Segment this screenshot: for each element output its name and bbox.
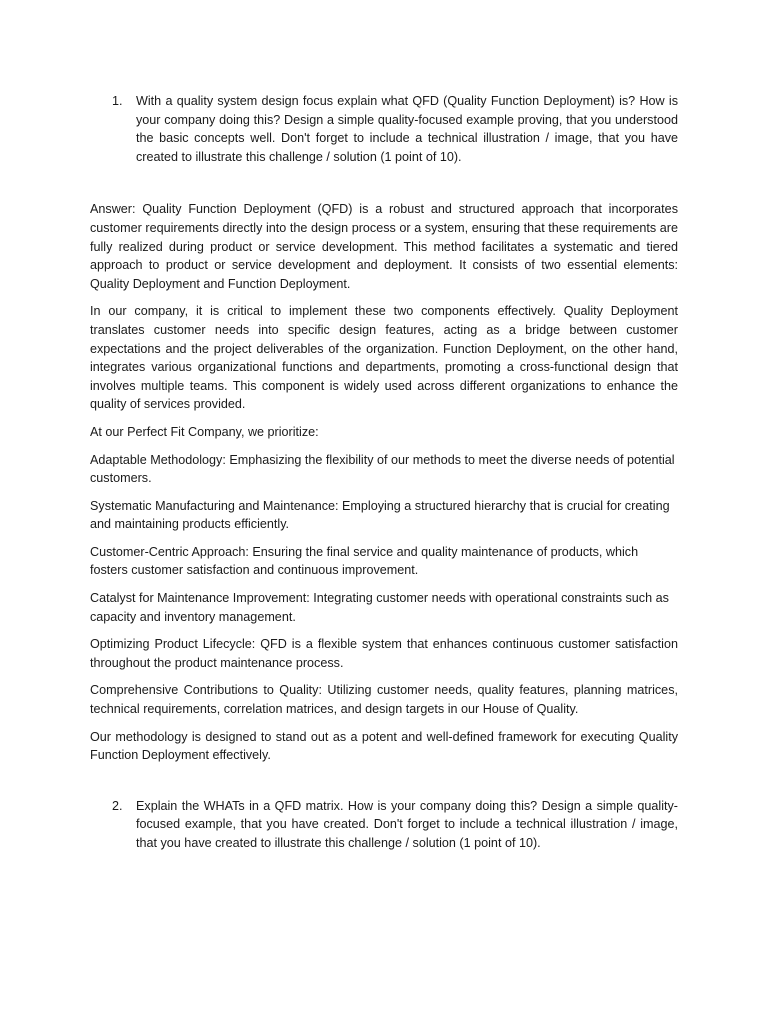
document-body: [90, 92, 678, 853]
question-1-text: With a quality system design focus explain what QFD (Quality Function Deployment) is? How is your company doing this? Design a simple quality-focused example proving, that you understood the basic concepts well. Don't forget to include a technical illustration / image, that you have created to illustrate this challenge / solution (1 point of 10).: [136, 94, 678, 164]
question-2-number: 2.: [112, 798, 123, 813]
question-1: [90, 92, 678, 166]
answer-paragraph-prioritize: At our Perfect Fit Company, we prioritize:: [90, 424, 319, 439]
priority-systematic-manufacturing: Systematic Manufacturing and Maintenance: Employing a structured hierarchy that is crucial for creating and maintaining products efficiently.: [90, 498, 670, 532]
question-2: [90, 797, 678, 853]
priority-product-lifecycle: Optimizing Product Lifecycle: QFD is a flexible system that enhances continuous customer satisfaction throughout the product maintenance process.: [90, 637, 678, 670]
priority-customer-centric: Customer-Centric Approach: Ensuring the final service and quality maintenance of products, which fosters customer satisfaction and continuous improvement.: [90, 544, 639, 578]
question-2-text: Explain the WHATs in a QFD matrix. How is your company doing this? Design a simple quality-focused example, that you have created. Don't forget to include a technical illustration / image, that you have created to illustrate this challenge / solution (1 point of 10).: [136, 798, 678, 850]
answer-section: [90, 200, 678, 764]
answer-paragraph-conclusion: Our methodology is designed to stand out as a potent and well-defined framework for executing Quality Function Deployment effectively.: [90, 729, 678, 763]
answer-paragraph-company: In our company, it is critical to implement these two components effectively. Quality Deployment translates customer needs into specific design features, acting as a bridge between customer expectations and the project deliverables of the organization. Function Deployment, on the other hand, integrates various organizational functions and departments, promoting a cross-functional design that involves multiple teams. This component is widely used across different organizations to enhance the quality of services provided.: [90, 304, 678, 412]
priority-adaptable-methodology: Adaptable Methodology: Emphasizing the flexibility of our methods to meet the diverse needs of potential customers.: [90, 452, 675, 486]
priority-maintenance-improvement: Catalyst for Maintenance Improvement: Integrating customer needs with operational constraints such as capacity and inventory management.: [90, 591, 669, 624]
answer-paragraph-intro: Answer: Quality Function Deployment (QFD) is a robust and structured approach that incorporates customer requirements directly into the design process or a system, ensuring that these requirements are fully realized during product or service development. This method facilitates a systematic and tiered approach to product or service development and deployment. It consists of two essential elements: Quality Deployment and Function Deployment.: [90, 202, 678, 291]
priority-quality-contributions: Comprehensive Contributions to Quality: Utilizing customer needs, quality features, planning matrices, technical requirements, correlation matrices, and design targets in our House of Quality.: [90, 683, 678, 717]
question-1-number: 1.: [112, 94, 123, 108]
